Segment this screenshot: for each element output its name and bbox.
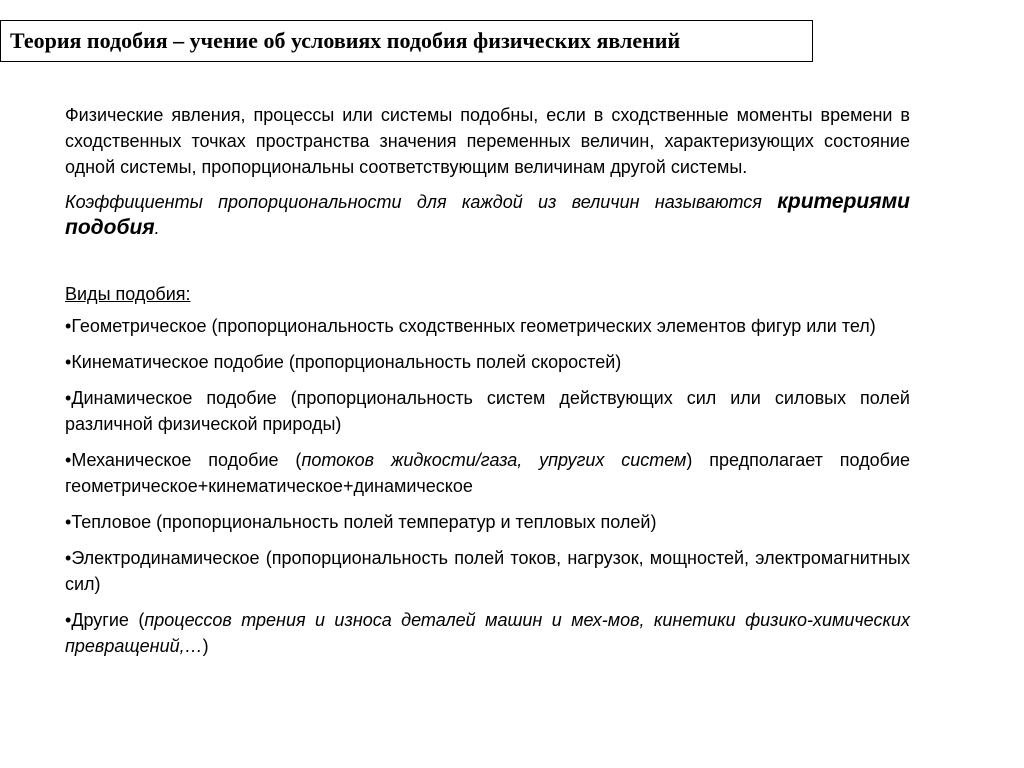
bullet: •	[65, 610, 72, 630]
list-item-text: Электродинамическое (пропорциональность полей токов, нагрузок, мощностей, электромагнитных сил)	[65, 548, 910, 594]
bullet: •	[65, 316, 72, 336]
list-item-text-before: Механическое подобие (	[71, 450, 302, 470]
similarity-criteria-term: критериями подобия	[65, 190, 910, 239]
list-item-text-before: Другие (	[71, 610, 145, 630]
bullet: •	[65, 512, 72, 532]
list-item-text: Геометрическое (пропорциональность сходственных геометрических элементов фигур или тел)	[71, 316, 876, 336]
list-item-mechanical	[65, 447, 910, 499]
coefficients-suffix: .	[154, 218, 160, 238]
list-item-text-after: ) предполагает подобие геометрическое+кинематическое+динамическое	[65, 450, 911, 496]
types-heading: Виды подобия:	[65, 284, 191, 304]
list-item-text-italic: потоков жидкости/газа, упругих систем	[301, 450, 687, 470]
slide-content	[65, 102, 910, 669]
bullet: •	[65, 352, 72, 372]
list-item-text-after: )	[202, 636, 209, 656]
title-box	[0, 20, 813, 62]
list-item-dynamic	[65, 385, 910, 437]
coefficients-paragraph	[65, 189, 910, 241]
similarity-types-list	[65, 313, 910, 659]
list-item-text: Динамическое подобие (пропорциональность систем действующих сил или силовых полей различной физической природы)	[65, 388, 910, 434]
bullet: •	[65, 388, 72, 408]
list-item-text: Кинематическое подобие (пропорциональность полей скоростей)	[71, 352, 622, 372]
slide-title: Теория подобия – учение об условиях подобия физических явлений	[10, 28, 681, 53]
list-item-text-italic: процессов трения и износа деталей машин и мех-мов, кинетики физико-химических превращений,…	[65, 610, 911, 656]
definition-paragraph: Физические явления, процессы или системы подобны, если в сходственные моменты времени в сходственных точках пространства значения переменных величин, характеризующих состояние одной системы, пропорциональны соответствующим величинам другой системы.	[65, 105, 910, 177]
list-item-thermal	[65, 509, 910, 535]
bullet: •	[65, 450, 72, 470]
list-item-text: Тепловое (пропорциональность полей температур и тепловых полей)	[71, 512, 657, 532]
list-item-other	[65, 607, 910, 659]
bullet: •	[65, 548, 72, 568]
list-item-electrodynamic	[65, 545, 910, 597]
list-item-kinematic	[65, 349, 910, 375]
list-item-geometric	[65, 313, 910, 339]
coefficients-prefix: Коэффициенты пропорциональности для каждой из величин называются	[65, 192, 778, 212]
